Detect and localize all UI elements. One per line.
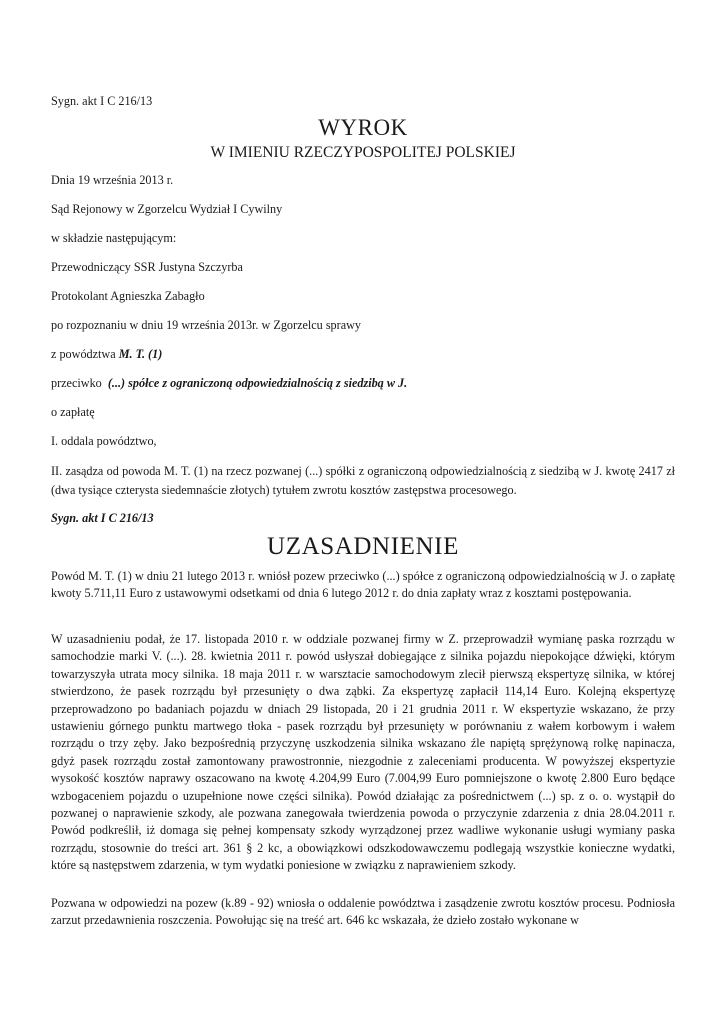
defendant-name: (...) spółce z ograniczoną odpowiedzialnością z siedzibą w J.: [107, 376, 408, 390]
judgment-subtitle: W IMIENIU RZECZYPOSPOLITEJ POLSKIEJ: [210, 144, 516, 161]
chair-line: Przewodniczący SSR Justyna Szczyrba: [51, 260, 243, 274]
ruling-item-2: II. zasądza od powoda M. T. (1) na rzecz pozwanej (...) spółki z ograniczoną odpowiedzialnością z siedzibą w J. kwotę 2417 zł (dwa tysiące czterysta siedemnaście złotych) tytułem zwrotu kosztów zastępstwa procesowego.: [51, 464, 675, 497]
subject-line: o zapłatę: [51, 405, 95, 419]
justification-paragraph-3: Pozwana w odpowiedzi na pozew (k.89 - 92) wniosła o oddalenie powództwa i zasądzenie zwrotu kosztów procesu. Podniosła zarzut przedawnienia roszczenia. Powołując się na treść art. 646 kc wskazała, że dzieło zostało wykonane w: [51, 896, 675, 928]
ruling-item-1: I. oddala powództwo,: [51, 434, 157, 448]
plaintiff-name: M. T. (1): [118, 347, 163, 361]
defendant-prefix: przeciwko: [51, 376, 108, 390]
clerk-line: Protokolant Agnieszka Zabagło: [51, 289, 205, 303]
case-signature-top: Sygn. akt I C 216/13: [51, 94, 153, 108]
plaintiff-prefix: z powództwa: [51, 347, 119, 361]
hearing-line: po rozpoznaniu w dniu 19 września 2013r. w Zgorzelcu sprawy: [51, 318, 362, 332]
case-signature-mid: Sygn. akt I C 216/13: [51, 511, 154, 525]
justification-title: UZASADNIENIE: [267, 533, 459, 560]
justification-paragraph-1: Powód M. T. (1) w dniu 21 lutego 2013 r. wniósł pozew przeciwko (...) spółce z ograniczoną odpowiedzialnością w J. o zapłatę kwoty 5.711,11 Euro z ustawowymi odsetkami od dnia 6 lutego 2012 r. do dnia zapłaty wraz z kosztami postępowania.: [51, 569, 675, 601]
court-line: Sąd Rejonowy w Zgorzelcu Wydział I Cywilny: [51, 202, 283, 216]
justification-paragraph-2: W uzasadnieniu podał, że 17. listopada 2010 r. w oddziale pozwanej firmy w Z. przeprowadził wymianę paska rozrządu w samochodzie marki V. (...). 28. kwietnia 2011 r. powód usłyszał dobiegające z silnika pojazdu niepokojące dźwięki, którym towarzyszyła utrata mocy silnika. 18 maja 2011 r. w warsztacie samochodowym zlecił pierwszą ekspertyzę silnika, w której stwierdzono, że pasek rozrządu był przesunięty o dwa ząbki. Za ekspertyzę zapłacił 114,14 Euro. Kolejną ekspertyzę przeprowadzono po badaniach pojazdu w dniach 29 listopada, 20 i 21 grudnia 2011 r. W ekspertyzie wskazano, że przy ustawieniu górnego punktu martwego tłoka - pasek rozrządu był przesunięty w porównaniu z wałem korbowym i wałem rozrządu o trzy zęby. Jako bezpośrednią przyczynę uszkodzenia silnika wskazano źle napiętą sprężynową rolkę napinacza, gdyż pasek rozrządu został zamontowany prawostronnie, niezgodnie z zaleceniami producenta. W powyższej ekspertyzie wysokość kosztów naprawy oszacowano na kwotę 4.204,99 Euro (7.004,99 Euro pomniejszone o kwotę 2.800 Euro będące wzbogaceniem pojazdu o uzupełnione nowe części silnika). Powód działając za pośrednictwem (...) sp. z o. o. wystąpił do pozwanej o naprawienie szkody, ale pozwana zanegowała twierdzenia powoda o przyczynie zdarzenia z dnia 28.04.2011 r. Powód podkreślił, iż domaga się pełnej kompensaty szkody wyrządzonej przez wadliwe wykonanie usługi wymiany paska rozrządu, stosownie do treści art. 361 § 2 kc, a obowiązkowi odszkodowawczemu podlegają wszystkie konieczne wydatki, które są następstwem zdarzenia, w tym wydatki poniesione w związku z naprawieniem szkody.: [51, 632, 675, 873]
composition-line: w składzie następującym:: [51, 231, 177, 245]
plaintiff-line: [51, 347, 162, 362]
judgment-title: WYROK: [318, 115, 408, 140]
date-line: Dnia 19 września 2013 r.: [51, 173, 174, 187]
defendant-line: [51, 376, 407, 391]
